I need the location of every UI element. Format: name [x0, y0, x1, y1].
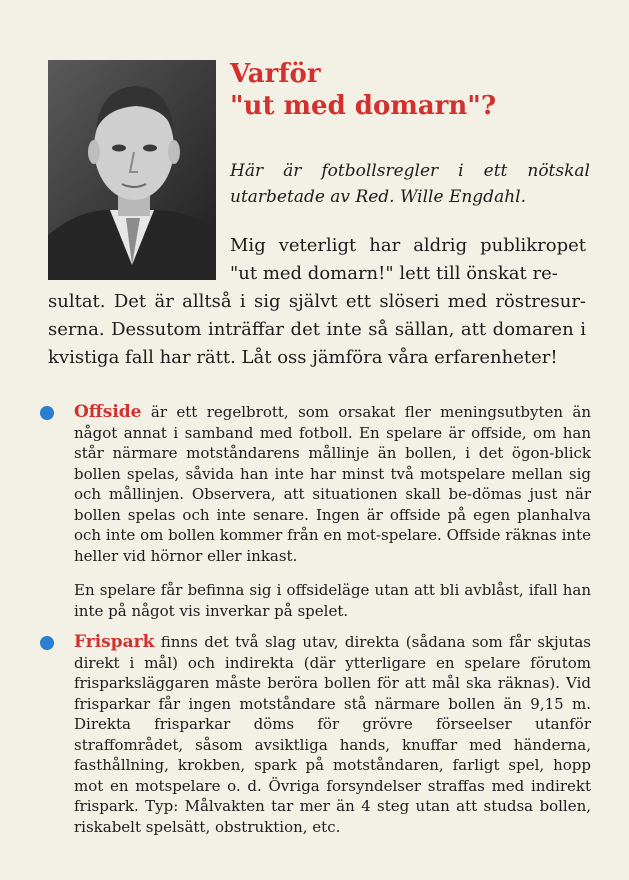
subtitle: Här är fotbollsregler i ett nötskal utarbetade av Red. Wille Engdahl. [230, 161, 590, 207]
intro-paragraph [48, 232, 586, 372]
intro-indented-text: Mig veterligt har aldrig publikropet "ut med domarn!" lett till önskat re- [230, 235, 586, 284]
title-line-1: Varför [230, 59, 321, 89]
offside-keyword: Offside [74, 402, 142, 422]
bullet-icon [40, 406, 54, 420]
frispark-paragraph [74, 632, 591, 837]
intro-full-text: sultat. Det är alltså i sig självt ett slöseri med röstresur-serna. Dessutom inträffar det inte så sällan, att domaren i kvistiga fall har rätt. Låt oss jämföra våra erfarenheter! [48, 291, 586, 368]
offside-paragraph [74, 402, 591, 566]
offside-extra-paragraph: En spelare får befinna sig i offsideläge utan att bli avblåst, ifall han inte på något vis inverkar på spelet. [74, 581, 591, 620]
offside-section [46, 402, 591, 621]
offside-text: är ett regelbrott, som orsakat fler meningsutbyten än något annat i samband med fotboll. En spelare är offside, om han står närmare motståndarens mållinje än bollen, i det ögon-blick bollen spelas, såvida han inte har minst två motspelare mellan sig och mållinjen. Observera, att situationen skall be-dömas just när bollen spelas och inte senare. Ingen är offside på egen planhalva och inte om bollen kommer från en mot-spelare. Offside räknas inte heller vid hörnor eller inkast. [74, 403, 591, 565]
frispark-section [46, 632, 591, 837]
title-line-2: "ut med domarn"? [230, 91, 497, 121]
bullet-icon [40, 636, 54, 650]
frispark-text: finns det två slag utav, direkta (sådana som får skjutas direkt i mål) och indirekta (där ytterligare en spelare förutom frisparksläggaren måste beröra bollen för att mål ska räknas). Vid frisparkar får ingen motståndare stå närmare bollen än 9,15 m. Direkta frisparkar döms för grövre förseelser utanför straffområdet, såsom avsiktliga hands, knuffar med händerna, fasthållning, krokben, spark på motståndaren, farligt spel, hopp mot en motspelare o. d. Övriga forsyndelser straffas med indirekt frispark. Typ: Målvakten tar mer än 4 steg utan att studsa bollen, riskabelt spelsätt, obstruktion, etc. [74, 633, 591, 836]
page-title [230, 58, 496, 122]
frispark-keyword: Frispark [74, 632, 155, 652]
